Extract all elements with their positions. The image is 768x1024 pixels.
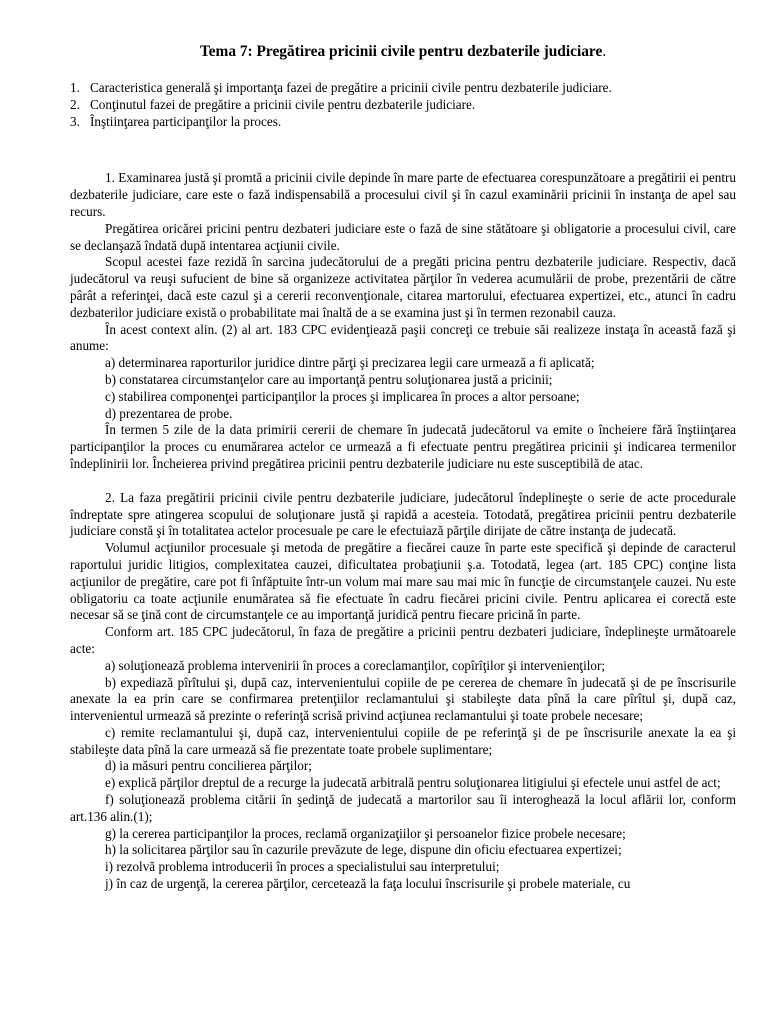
list-item: e) explică părţilor dreptul de a recurge la judecată arbitrală pentru soluţionarea litigiului şi efectele unui astfel de act; xyxy=(105,775,721,791)
toc-item-number: 2. xyxy=(70,96,80,112)
list-item: c) remite reclamantului şi, după caz, intervenientului copiile de pe referinţă şi de pe înscrisurile anexate la ea şi stabileşte data pînă la care urmează să fie prezentate toate probele suplimentare; xyxy=(70,724,736,757)
list-item: g) la cererea participanţilor la proces, reclamă organizaţiilor şi persoanelor fizice probele necesare; xyxy=(105,825,626,841)
title-text: Tema 7: Pregătirea pricinii civile pentru dezbaterile judiciare xyxy=(199,43,603,60)
list-item: f) soluţionează problema citării în şedinţă de judecată a martorilor sau îi interoghează la locul aflării lor, conform art.136 alin.(1); xyxy=(70,792,736,824)
list-item: d) ia măsuri pentru concilierea părţilor; xyxy=(105,758,312,774)
paragraph: Conform art. 185 CPC judecătorul, în faza de pregătire a pricinii pentru dezbateri judiciare, îndeplineşte următoarele acte: xyxy=(70,624,736,656)
paragraph: În termen 5 zile de la data primirii cererii de chemare în judecată judecătorul va emite o încheiere fără înştiinţarea participanţilor la proces cu enumărarea actelor ce urmează a fi efectuate pentru pregătirea pricinii şi indicarea termenilor îndeplinirii lor. Încheierea privind pregătirea pricinii pentru dezbaterile judiciare nu este susceptibilă de atac. xyxy=(70,422,736,471)
document-title xyxy=(70,42,736,62)
list-item: a) soluţionează problema intervenirii în proces a coreclamanţilor, copîrîţilor şi intervenienţilor; xyxy=(105,657,606,673)
paragraph: Pregătirea oricărei pricini pentru dezbateri judiciare este o fază de sine stătătoare şi obligatorie a procesului civil, care se declanşază îndată după intentarea acţiunii civile. xyxy=(70,220,736,253)
toc-item-number: 3. xyxy=(70,113,80,129)
toc-item-text: Înştiinţarea participanţilor la proces. xyxy=(90,113,282,129)
list-item: h) la solicitarea părţilor sau în cazurile prevăzute de lege, dispune din oficiu efectuarea expertizei; xyxy=(105,842,622,858)
toc-item xyxy=(70,97,736,114)
list-item: a) determinarea raporturilor juridice dintre părţi şi precizarea legii care urmează a fi aplicată; xyxy=(105,355,595,371)
section-2 xyxy=(70,490,736,893)
paragraph: 1. Examinarea justă şi promtă a pricinii civile depinde în mare parte de efectuarea corespunzătoare a pregătirii ei pentru dezbaterile judiciare, care este o fază indispensabilă a procesului civil şi în cazul examinării pricinii în instanţa de apel sau recurs. xyxy=(70,170,736,219)
section-gap xyxy=(70,473,736,490)
toc-item-text: Caracteristica generală şi importanţa fazei de pregătire a pricinii civile pentru dezbaterile judiciare. xyxy=(90,80,612,95)
section-1 xyxy=(70,170,736,472)
table-of-contents xyxy=(70,80,736,130)
toc-item xyxy=(70,80,736,97)
list-item: i) rezolvă problema introducerii în proces a specialistului sau interpretului; xyxy=(105,859,500,875)
paragraph: Volumul acţiunilor procesuale şi metoda de pregătire a fiecărei cauze în parte este specifică şi depinde de caracterul raportului juridic litigios, complexitatea cauzei, dificultatea probaţiunii ş.a. Totodată, legea (art. 185 CPC) conţine lista acţiunilor de pregătire, care pot fi înfăptuite într-un volum mai mare sau mai mic în funcţie de circumstanţele cauzei. Nu este obligatoriu ca toate acţiunile enumăratea să fie efectuate în cadru fiecărei pricini civile. Pentru aplicarea ei corectă este necesar să se ţină cont de circumstanţele ce au importanţă juridică pentru fiecare pricină în parte. xyxy=(70,540,736,623)
paragraph: Scopul acestei faze rezidă în sarcina judecătorului de a pregăti pricina pentru dezbaterile judiciare. Respectiv, dacă judecătorul va reuşi sufucient de bine să organizeze activitatea părţilor în vederea acumulării de probe, prezentării de către pârât a referinţei, dacă este cazul şi a cererii reconvenţionale, citarea martorului, efectuarea expertizei, etc., atunci în cadru dezbaterilor judiciare există o probabilitate mai înaltă de a se examina just şi în termen rezonabil cauza. xyxy=(70,254,736,320)
list-item: d) prezentarea de probe. xyxy=(105,405,233,421)
toc-item-text: Conţinutul fazei de pregătire a pricinii civile pentru dezbaterile judiciare. xyxy=(90,96,476,112)
title-dot: . xyxy=(602,43,607,60)
list-item: c) stabilirea componenţei participanţilor la proces şi implicarea în proces a altor persoane; xyxy=(105,388,580,404)
paragraph: 2. La faza pregătirii pricinii civile pentru dezbaterile judiciare, judecătorul îndeplineşte o serie de acte procedurale îndreptate spre atingerea scopului de soluţionare justă şi rapidă a acesteia. Totodată, pregătirea pricinii pentru dezbaterile judiciare constă şi în totalitatea actelor procesuale pe care le efectuiază părţile dirijate de către instanţa de judecată. xyxy=(70,489,736,539)
toc-item xyxy=(70,114,736,131)
list-item: b) constatarea circumstanţelor care au importanţă pentru soluţionarea justă a pricinii; xyxy=(105,371,553,387)
list-item: b) expediază pîrîtului şi, după caz, intervenientului copiile de pe cererea de chemare în judecată şi de pe înscrisurile anexate la ea prin care se confirmarea pretenţiilor reclamantului şi stabileşte data pînă la care pîrîtul şi, după caz, intervenientul urmează să prezinte o referinţă scrisă privind acţiunea reclamantului şi toate probele necesare; xyxy=(70,674,736,724)
paragraph: În acest context alin. (2) al art. 183 CPC evidenţiează paşii concreţi ce trebuie săi realizeze instaţa în această fază şi anume: xyxy=(70,321,736,354)
list-item: j) în caz de urgenţă, la cererea părţilor, cercetează la faţa locului înscrisurile şi probele materiale, cu xyxy=(105,876,631,892)
toc-item-number: 1. xyxy=(70,80,80,95)
